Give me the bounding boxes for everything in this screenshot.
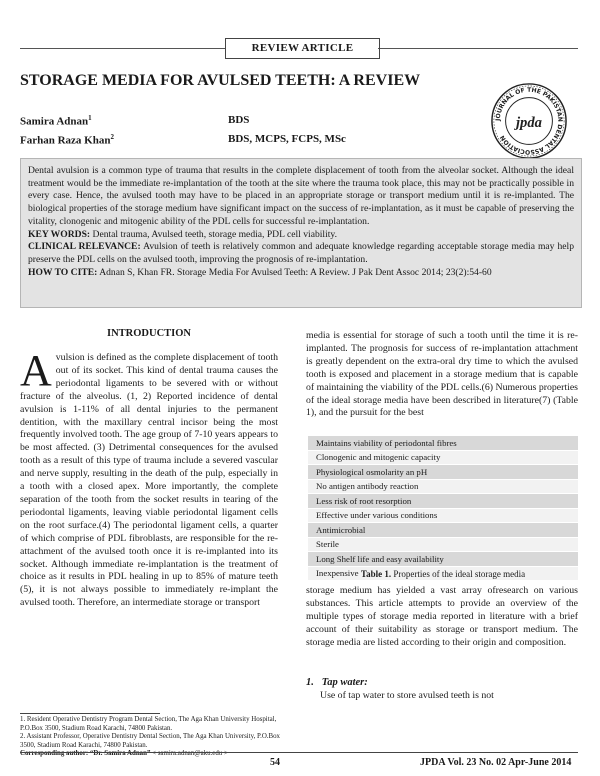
author-2-affiliation: 2 [110,133,114,141]
footnote-2: 2. Assistant Professor, Operative Dentistry Dental Section, The Aga Khan University, P.O.Box 3500, Stadium Road Karachi, 74800 Pakistan. [20,733,281,749]
table-cell: No antigen antibody reaction [308,479,578,494]
author-2 [20,133,114,147]
abstract-text: Dental avulsion is a common type of trauma that results in the complete displacement of tooth from the alveolar socket. Although the ideal treatment would be the immediate re-implantation of the tooth at the site where the trauma took place, this may not be practically possible in every case. Hence, the avulsed tooth may have to be placed in an appropriate storage or transport medium until it is re-implanted. The biological properties of the storage medium have significant impact on the success of re-implantation, as it must be capable of preserving the vitality, clonogenic and mitogenic ability of the PDL cells for successful re-implantation. [28,165,574,227]
journal-reference: JPDA Vol. 23 No. 02 Apr-June 2014 [420,757,572,768]
table-cell: Antimicrobial [308,523,578,538]
corresponding-name: “Dr. Samira Adnan” [89,750,151,758]
table-row [308,537,578,552]
table-caption-text: Properties of the ideal storage media [393,569,526,579]
table-row [308,465,578,480]
jpda-logo [490,82,568,160]
keywords: Dental trauma, Avulsed teeth, storage media, PDL cell viability. [92,228,337,240]
table-cell: Physiological osmolarity an pH [308,465,578,480]
author-1 [20,114,92,128]
author-1-affiliation: 1 [88,114,92,122]
header-rule-left [20,48,225,49]
logo-initials: jpda [516,114,542,131]
table-row [308,552,578,567]
header-rule-right [378,48,578,49]
footer-rule [20,752,578,753]
introduction-heading: INTRODUCTION [106,328,191,339]
keywords-label: KEY WORDS: [28,228,91,240]
table-caption-label: Table 1. [360,569,392,579]
corresponding-email: < samira.adnan@aku.edu > [152,750,228,758]
table-cell: Less risk of root resorption [308,494,578,509]
author-2-degrees: BDS, MCPS, FCPS, MSc [228,133,346,145]
introduction-text: vulsion is defined as the complete displacement of tooth out of its socket. This kind of dental trauma causes the periodontal ligaments to be severed with or without fracture of the alveolus. (1, 2) Reported incidence of dental avulsion is 1-11% of all dental injuries to the permanent dentition, with the maxillary central incisor being the most frequently involved tooth. The age group of 7-10 years appears to be most affected. (3) Detrimental consequences for the avulsed tooth as a result of this type of trauma include a severed vascular and nerve supply, resulting in the death of the pulp, especially in a tooth with a closed apex. More importantly, the complete separation of the tooth from the socket results in tearing of the periodontal ligaments, leaving viable periodontal ligament cells on the root surface.(4) The periodontal ligament cells, a quarter of which comprise of PDL fibroblasts, are responsible for the re-attachment of the avulsed tooth once it is re-implanted into its socket. Although immediate re-implantation is the treatment of choice as it results in PDL healing in up to 85% of mature teeth (5), it is not always possible to immediately re-implant the avulsed tooth. Therefore, an intermediate storage or transport [20,352,278,609]
table-row [308,450,578,465]
table-row [308,479,578,494]
table-caption [308,569,578,579]
page-number: 54 [270,757,280,768]
right-column-text-bottom: storage medium has yielded a vast array ofresearch on various substances. This article attempts to provide an overview of the multiple types of storage media reported in literature with a brief account of their suitability as storage or transport medium. The storage media are listed according to their origin and composition. [306,585,578,648]
properties-table [308,435,578,580]
footnote-rule [20,713,160,714]
relevance-label: CLINICAL RELEVANCE: [28,241,141,253]
table-row [308,494,578,509]
abstract-box [20,158,582,308]
footnote-1: 1. Resident Operative Dentistry Program Dental Section, The Aga Khan University Hospital, P.O.Box 3500, Stadium Road Karachi, 74800 Pakistan. [20,716,277,732]
table-cell: Effective under various conditions [308,508,578,523]
article-title: STORAGE MEDIA FOR AVULSED TEETH: A REVIEW [20,72,421,89]
corresponding-label: Corresponding author: [20,750,89,758]
table-cell: Long Shelf life and easy availability [308,552,578,567]
clinical-relevance: Avulsion of teeth is relatively common and adequate knowledge regarding acceptable storage media may help preserve the PDL cells on the avulsed tooth, improving the prognosis of re-implantation. [28,241,574,265]
table-row [308,508,578,523]
logo-ring-text: JOURNAL OF THE PAKISTAN DENTAL ASSOCIATION [494,86,564,156]
cite-label: HOW TO CITE: [28,266,98,278]
table-cell: Maintains viability of periodontal fibres [308,436,578,451]
table-cell: Sterile [308,537,578,552]
author-2-name: Farhan Raza Khan [20,134,111,147]
author-1-name: Samira Adnan [20,115,89,128]
drop-cap: A [20,346,52,395]
right-column-text-top: media is essential for storage of such a tooth until the time it is re-implanted. The prognosis for success of re-implantation attachment is greatly dependent on the extra-oral dry time to which the avulsed tooth is exposed and placement in a storage medium that is capable of maintaining the viability of the PDL cells.(6) Numerous properties of the ideal storage media have been described in literature(7) (Table 1), and the pursuit for the best [306,330,578,419]
table-row [308,523,578,538]
section-label: REVIEW ARTICLE [225,38,380,59]
table-row [308,436,578,451]
table-cell: Inexpensive [308,566,578,580]
subheading-tap-water: 1. Tap water: [306,677,368,688]
citation: Adnan S, Khan FR. Storage Media For Avulsed Teeth: A Review. J Pak Dent Assoc 2014; 23(2):54-60 [99,266,492,278]
introduction-body [20,346,278,610]
tap-water-text: Use of tap water to store avulsed teeth is not [320,690,494,701]
table-cell: Clonogenic and mitogenic capacity [308,450,578,465]
author-1-degrees: BDS [228,114,250,126]
